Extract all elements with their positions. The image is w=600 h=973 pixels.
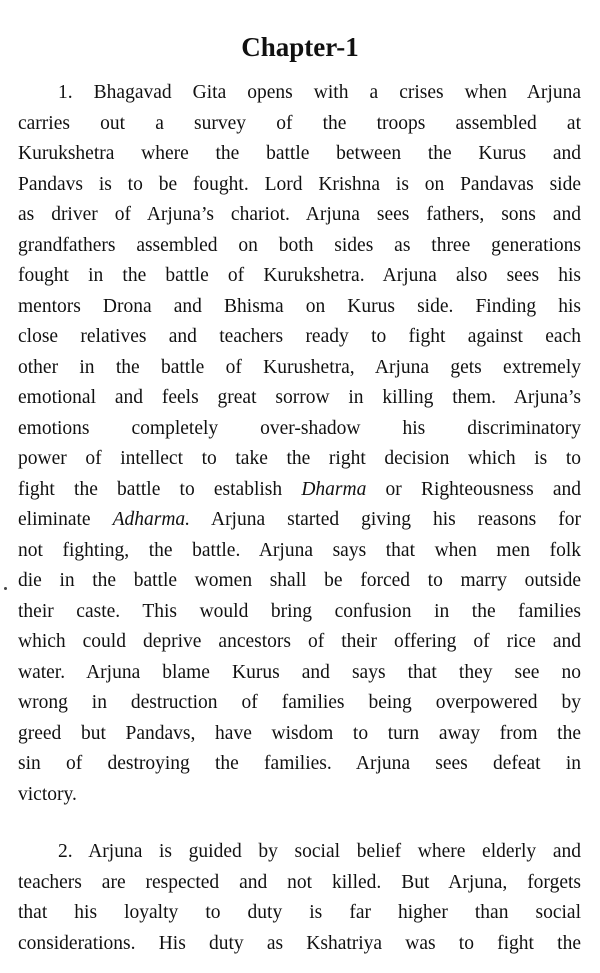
- text-line: [18, 475, 581, 506]
- text-line: power of intellect to take the right decision which is to: [18, 448, 581, 469]
- text-line: emotional and feels great sorrow in killing them. Arjuna’s: [18, 387, 581, 408]
- margin-mark: [4, 587, 7, 590]
- text-line: water. Arjuna blame Kurus and says that they see no: [18, 661, 581, 683]
- text-line: which could deprive ancestors of their offering of rice and: [18, 631, 581, 652]
- text-run: eliminate: [18, 509, 113, 530]
- paragraph-1: [18, 78, 581, 810]
- text-line: grandfathers assembled on both sides as three generations: [18, 234, 581, 256]
- text-line: greed but Pandavs, have wisdom to turn away from the: [18, 722, 581, 744]
- text-line: Kurukshetra where the battle between the Kurus and: [18, 143, 581, 164]
- text-line: close relatives and teachers ready to fight against each: [18, 326, 581, 347]
- text-line: teachers are respected and not killed. But Arjuna, forgets: [18, 871, 581, 893]
- text-line: not fighting, the battle. Arjuna says that when men folk: [18, 539, 581, 561]
- italic-term: Dharma: [301, 478, 367, 500]
- text-line: considerations. His duty as Kshatriya was to fight the: [18, 932, 581, 954]
- text-line: that his loyalty to duty is far higher than social: [18, 902, 581, 923]
- paragraph-2: [18, 837, 581, 959]
- text-run: Arjuna started giving his reasons for: [190, 509, 581, 530]
- italic-term: Adharma.: [112, 509, 191, 530]
- text-line: mentors Drona and Bhisma on Kurus side. Finding his: [18, 295, 581, 317]
- text-line: victory.: [18, 783, 77, 805]
- text-line: Pandavs is to be fought. Lord Krishna is on Pandavas side: [18, 173, 581, 195]
- chapter-title: Chapter-1: [241, 32, 359, 62]
- text-run: fight the battle to establish: [18, 478, 302, 500]
- text-line: 2. Arjuna is guided by social belief where elderly and: [58, 841, 581, 862]
- text-line: other in the battle of Kurushetra, Arjuna gets extremely: [18, 356, 581, 378]
- text-run: or Righteousness and: [366, 478, 581, 500]
- text-line: sin of destroying the families. Arjuna sees defeat in: [18, 753, 581, 774]
- text-line: fought in the battle of Kurukshetra. Arjuna also sees his: [18, 265, 581, 286]
- text-line: emotions completely over-shadow his discriminatory: [18, 417, 581, 439]
- text-line: as driver of Arjuna’s chariot. Arjuna sees fathers, sons and: [18, 204, 581, 225]
- text-line: [18, 505, 581, 536]
- text-line: their caste. This would bring confusion in the families: [18, 600, 581, 622]
- text-line: wrong in destruction of families being overpowered by: [18, 692, 581, 713]
- text-line: carries out a survey of the troops assembled at: [18, 112, 581, 134]
- text-line: 1. Bhagavad Gita opens with a crises when Arjuna: [58, 82, 581, 103]
- text-line: die in the battle women shall be forced to marry outside: [18, 570, 581, 591]
